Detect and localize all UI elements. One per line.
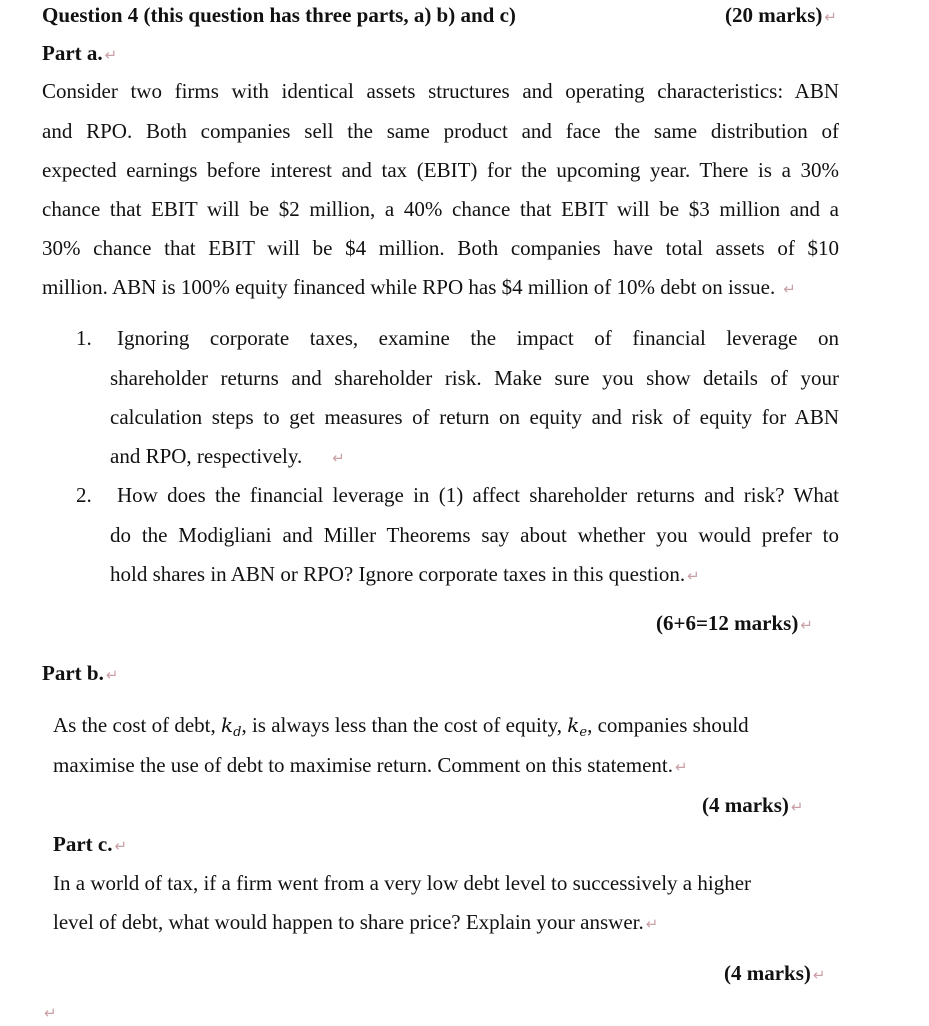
list-item-line: hold shares in ABN or RPO? Ignore corporate taxes in this question. ↵ <box>110 561 700 589</box>
return-mark-icon: ↵ <box>645 915 659 933</box>
part-b-line: As the cost of debt, $k_d$, is always less than the cost of equity, $k_e$, companies should <box>53 713 749 740</box>
part-b-heading: Part b. ↵ <box>42 660 118 688</box>
return-mark-icon: ↵ <box>674 758 688 776</box>
list-item-number: 2. <box>76 483 92 507</box>
return-mark-icon: ↵ <box>790 798 804 816</box>
part-a-paragraph-line: million. ABN is 100% equity financed while RPO has $4 million of 10% debt on issue. ↵ <box>42 274 796 302</box>
part-b-line: maximise the use of debt to maximise return. Comment on this statement. ↵ <box>53 752 688 780</box>
list-item-line: How does the financial leverage in (1) affect shareholder returns and risk? What <box>117 483 839 507</box>
return-mark-icon: ↵ <box>812 966 826 984</box>
question-title: Question 4 (this question has three parts, a) b) and c) <box>42 3 516 27</box>
part-a-heading: Part a. ↵ <box>42 40 117 68</box>
list-item-line: Ignoring corporate taxes, examine the impact of financial leverage on <box>117 326 839 350</box>
part-c-line: In a world of tax, if a firm went from a very low debt level to successively a higher <box>53 871 752 895</box>
part-c-line: level of debt, what would happen to share price? Explain your answer. ↵ <box>53 909 658 937</box>
part-c-marks: (4 marks) ↵ <box>724 960 825 988</box>
part-a-paragraph-line: Consider two firms with identical assets structures and operating characteristics: ABN <box>42 79 839 103</box>
cost-of-equity-symbol: $k_e$ <box>567 713 588 740</box>
part-a-marks: (6+6=12 marks) ↵ <box>656 610 813 638</box>
return-mark-icon: ↵ <box>44 1004 57 1022</box>
list-item-line: do the Modigliani and Miller Theorems say about whether you would prefer to <box>110 523 839 547</box>
return-mark-icon: ↵ <box>687 567 700 585</box>
part-c-heading: Part c. ↵ <box>53 831 127 859</box>
list-item-line: calculation steps to get measures of return on equity and risk of equity for ABN <box>110 405 839 429</box>
cost-of-debt-symbol: $k_d$ <box>220 713 242 740</box>
list-item-line: shareholder returns and shareholder risk. Make sure you show details of your <box>110 366 839 390</box>
list-item-line: and RPO, respectively. ↵ <box>110 443 345 471</box>
question-marks: (20 marks) ↵ <box>725 2 837 30</box>
return-mark-icon: ↵ <box>114 837 128 855</box>
list-item-number: 1. <box>76 326 92 350</box>
return-mark-icon: ↵ <box>824 8 837 26</box>
return-mark-icon: ↵ <box>800 616 813 634</box>
part-b-marks: (4 marks) ↵ <box>702 792 803 820</box>
return-mark-icon: ↵ <box>105 666 119 684</box>
part-a-paragraph-line: 30% chance that EBIT will be $4 million. Both companies have total assets of $10 <box>42 236 839 260</box>
part-a-paragraph-line: chance that EBIT will be $2 million, a 40% chance that EBIT will be $3 million and a <box>42 197 839 221</box>
trailing-return-mark <box>42 998 57 1026</box>
return-mark-icon: ↵ <box>783 280 796 298</box>
part-a-paragraph-line: and RPO. Both companies sell the same product and face the same distribution of <box>42 119 839 143</box>
part-a-paragraph-line: expected earnings before interest and tax (EBIT) for the upcoming year. There is a 30% <box>42 158 839 182</box>
return-mark-icon: ↵ <box>104 46 118 64</box>
return-mark-icon: ↵ <box>332 449 345 467</box>
